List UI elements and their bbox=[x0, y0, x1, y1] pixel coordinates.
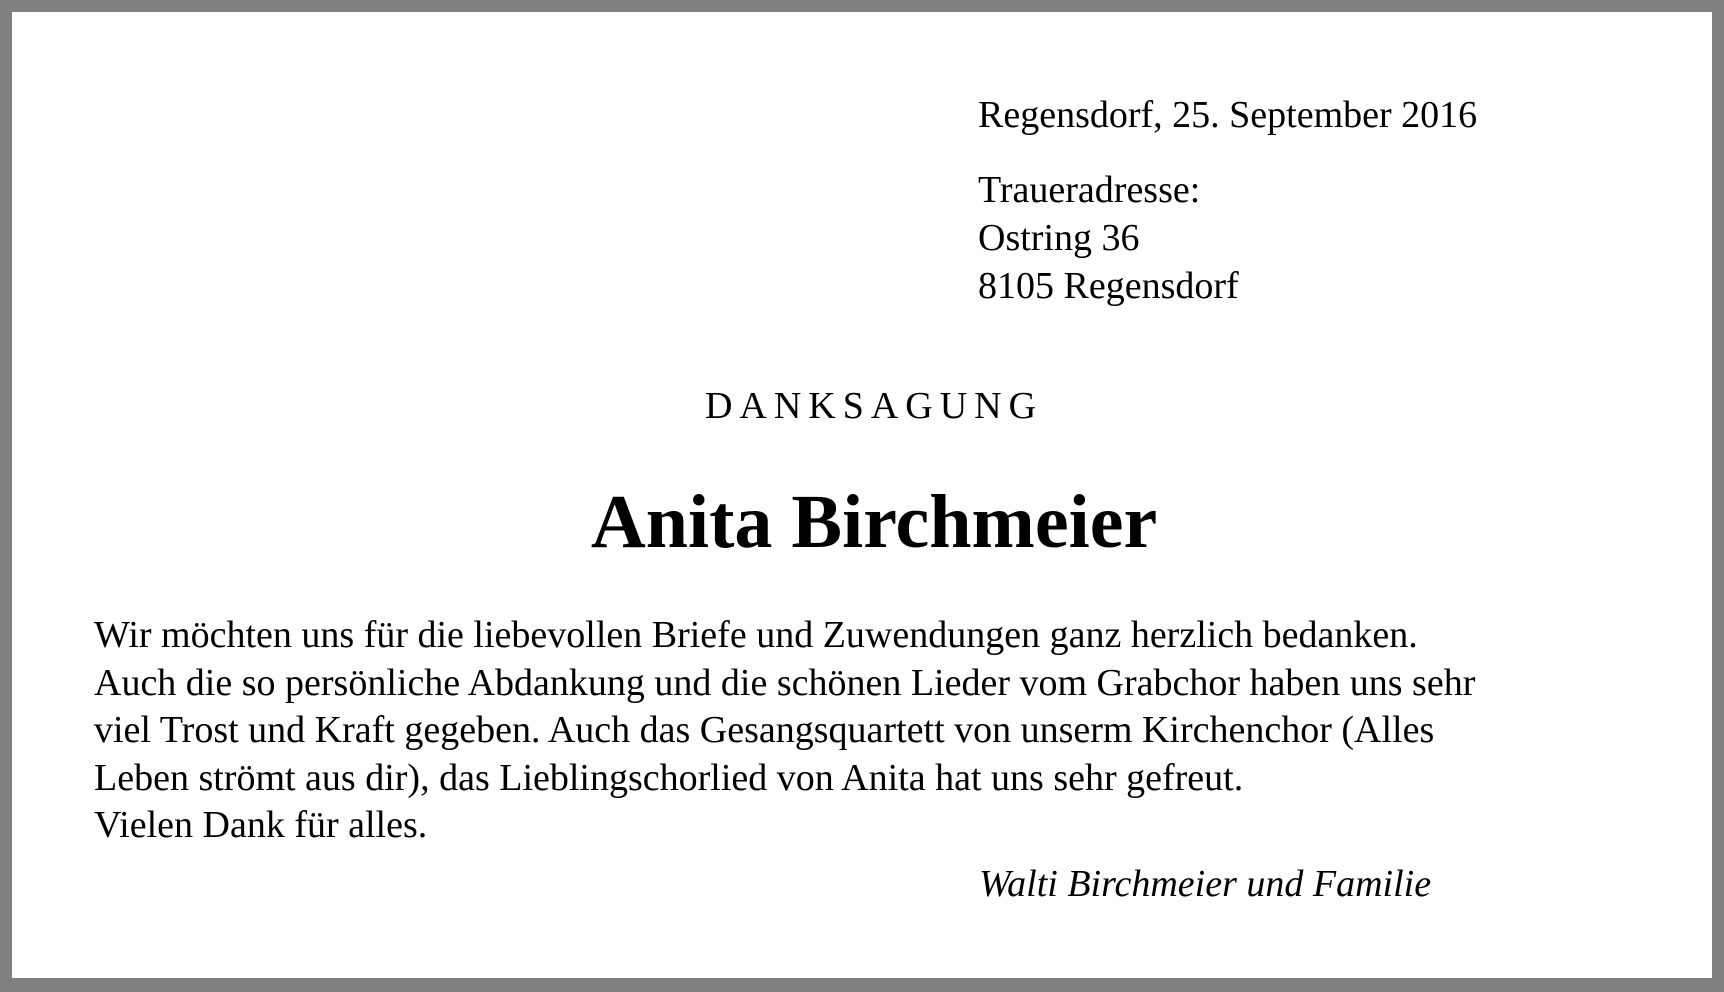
notice-heading: DANKSAGUNG bbox=[704, 385, 1044, 427]
thanks-message bbox=[94, 612, 1654, 850]
message-line: Wir möchten uns für die liebevollen Briefe und Zuwendungen ganz herzlich bedanken. bbox=[94, 614, 1418, 656]
message-line: Auch die so persönliche Abdankung und die schönen Lieder vom Grabchor haben uns sehr bbox=[94, 661, 1476, 704]
place-date: Regensdorf, 25. September 2016 bbox=[978, 94, 1478, 136]
address-city: 8105 Regensdorf bbox=[978, 265, 1239, 307]
address-street: Ostring 36 bbox=[978, 217, 1140, 259]
signature: Walti Birchmeier und Familie bbox=[979, 863, 1432, 905]
address-label: Traueradresse: bbox=[978, 169, 1201, 211]
message-line: Vielen Dank für alles. bbox=[94, 804, 428, 846]
message-line: Leben strömt aus dir), das Lieblingschorlied von Anita hat uns sehr gefreut. bbox=[94, 756, 1244, 799]
mourning-address bbox=[978, 166, 1239, 310]
message-line: viel Trost und Kraft gegeben. Auch das Gesangsquartett von unserm Kirchenchor (Alles bbox=[94, 709, 1435, 751]
notice-page bbox=[12, 12, 1712, 978]
deceased-name: Anita Birchmeier bbox=[590, 480, 1158, 564]
